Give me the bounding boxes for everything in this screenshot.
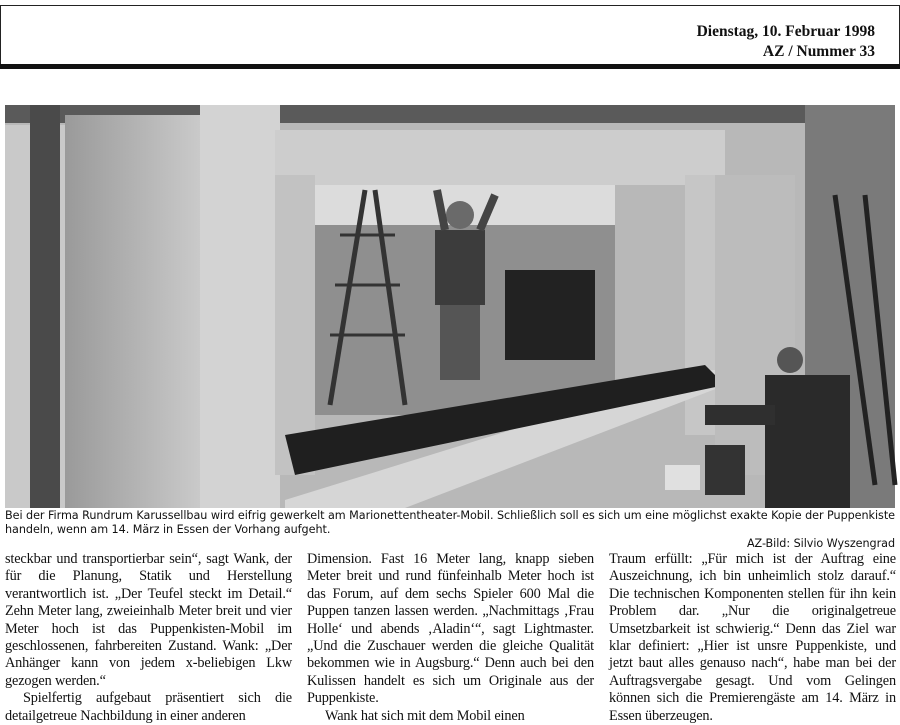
publication-date: Dienstag, 10. Februar 1998 bbox=[696, 23, 875, 40]
article-photo bbox=[5, 105, 895, 508]
paragraph: Dimension. Fast 16 Meter lang, knapp sieben Meter breit und rund fünfeinhalb Meter hoch ist das Forum, auf dem sechs Spieler 600 Mal die Puppen tanzen lassen werden. „Nachmittags ‚Frau Holle‘ und abends ‚Aladin‘“, sagt Lightmaster. „Und die Zuschauer werden die gleiche Qualität bekommen wie in Augsburg.“ Denn auch bei den Kulissen handelt es sich um Originale aus der Puppenkiste. bbox=[307, 551, 594, 707]
article-column-1 bbox=[5, 551, 292, 725]
paragraph: Traum erfüllt: „Für mich ist der Auftrag eine Auszeichnung, ich bin unheimlich stolz darauf.“ Die technischen Komponenten stellen für ihn kein Problem dar. „Nur die originalgetreue Umsetzbarkeit ist schwierig.“ Denn das Ziel war klar definiert: „Hier ist unsre Puppenkiste, und jetzt baut alles genauso nach“, habe man bei der Auftragsvergabe gesagt. Und vom Gelingen können sich die Premierengäste am 14. März in Essen überzeugen. bbox=[609, 551, 896, 724]
article-column-3 bbox=[609, 551, 896, 725]
article-body bbox=[5, 551, 896, 724]
header-rule bbox=[0, 64, 900, 69]
article-column-2 bbox=[307, 551, 594, 725]
photo-credit: AZ-Bild: Silvio Wyszengrad bbox=[746, 537, 895, 550]
issue-number: AZ / Nummer 33 bbox=[762, 43, 875, 60]
newspaper-header bbox=[0, 5, 900, 67]
photo-caption bbox=[5, 509, 895, 551]
photo-illustration bbox=[5, 105, 895, 508]
caption-text: Bei der Firma Rundrum Karussellbau wird eifrig gewerkelt am Marionettentheater-Mobil. Schließlich soll es sich um eine möglichst exakte Kopie der Puppenkiste handeln, wenn am 14. März in Essen der Vorhang aufgeht. bbox=[5, 509, 895, 536]
paragraph: steckbar und transportierbar sein“, sagt Wank, der für die Planung, Statik und Herstellung verantwortlich ist. „Der Teufel steckt im Detail.“ Zehn Meter lang, zweieinhalb Meter breit und vier Meter hoch ist das Puppenkisten-Mobil im geschlossenen, fahrbereiten Zustand. Wank: „Der Anhänger kann von jedem x-beliebigen Lkw gezogen werden.“ bbox=[5, 551, 292, 689]
paragraph: Spielfertig aufgebaut präsentiert sich die detailgetreue Nachbildung in einer anderen bbox=[5, 690, 292, 724]
paragraph: Wank hat sich mit dem Mobil einen bbox=[325, 707, 525, 724]
